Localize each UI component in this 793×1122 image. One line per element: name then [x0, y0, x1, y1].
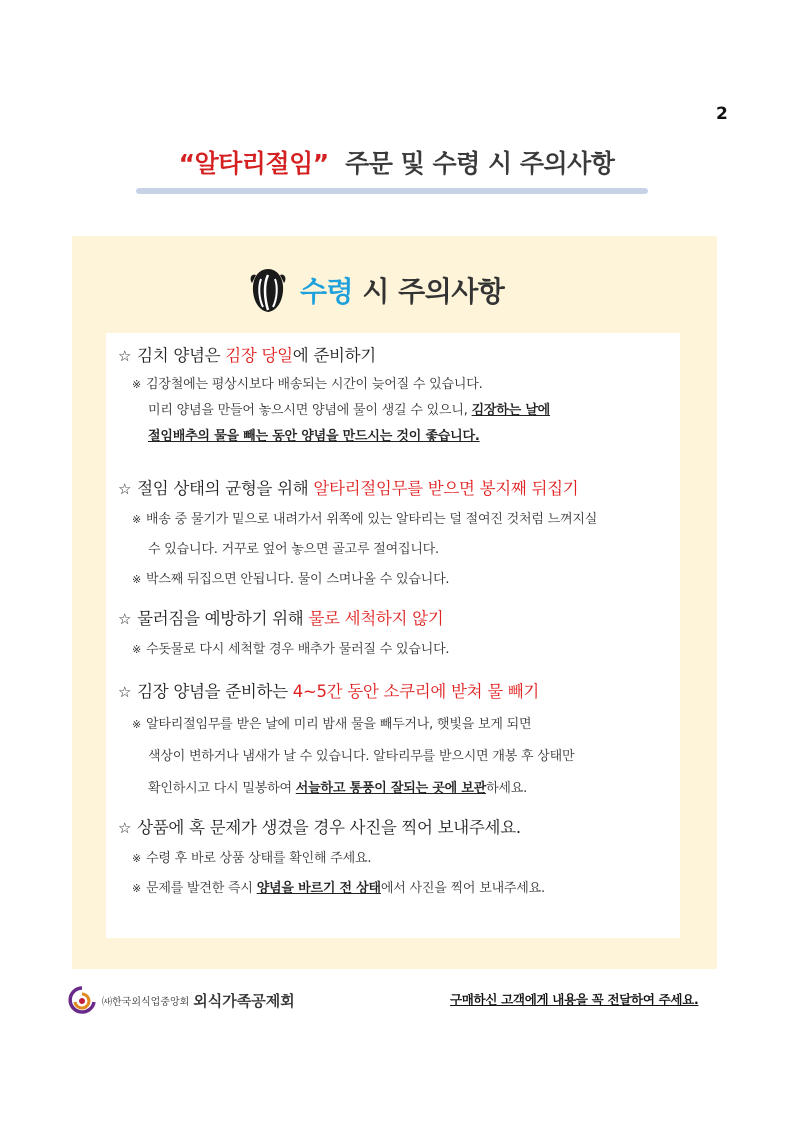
note-text: 박스째 뒤집으면 안됩니다. 물이 스며나올 수 있습니다.: [146, 572, 450, 587]
star-icon: ☆: [118, 610, 132, 628]
heading-text: 상품에 혹 문제가 생겼을 경우 사진을 찍어 보내주세요.: [137, 818, 521, 837]
item-heading: [118, 340, 698, 372]
reference-mark-icon: ※: [132, 882, 142, 895]
reference-mark-icon: ※: [132, 513, 142, 526]
note-line: [118, 505, 698, 535]
star-icon: ☆: [118, 347, 132, 365]
title-underline: [136, 188, 648, 194]
section-title-highlight: 수령: [300, 275, 354, 308]
star-icon: ☆: [118, 683, 132, 701]
note-emphasis: 양념을 바르기 전 상태: [256, 881, 381, 896]
note-line: [118, 565, 698, 595]
note-text: 배송 중 물기가 밑으로 내려가서 위쪽에 있는 알타리는 덜 절여진 것처럼 느껴지실: [146, 512, 598, 527]
note-text: 알타리절임무를 받은 날에 미리 밤새 물을 빼두거나, 햇빛을 보게 되면: [146, 717, 532, 732]
title-product-name: “알타리절임”: [178, 149, 329, 178]
item-heading: [118, 812, 698, 844]
note-line: [118, 635, 698, 665]
note-line: [118, 372, 698, 398]
note-text: 김장철에는 평상시보다 배송되는 시간이 늦어질 수 있습니다.: [146, 377, 483, 392]
organization-subtitle: ㈔한국외식업중앙회: [102, 996, 190, 1008]
item-heading: [118, 603, 698, 635]
heading-highlight: 김장 당일: [225, 346, 293, 365]
footer-logo: [66, 985, 295, 1015]
heading-highlight: 알타리절임무를 받으면 봉지째 뒤집기: [313, 479, 579, 498]
organization-name: 외식가족공제회: [193, 991, 295, 1010]
reference-mark-icon: ※: [132, 573, 142, 586]
note-emphasis: 서늘하고 통풍이 잘되는 곳에 보관: [295, 781, 487, 796]
heading-text: 절임 상태의 균형을 위해: [137, 479, 314, 498]
note-text: 미리 양념을 만들어 놓으시면 양념에 물이 생길 수 있으니,: [148, 403, 472, 418]
item-heading: [118, 473, 698, 505]
footer-note: 구매하신 고객에게 내용을 꼭 전달하여 주세요.: [450, 992, 699, 1007]
star-icon: ☆: [118, 480, 132, 498]
note-line: [118, 424, 698, 450]
notice-item-5: [118, 812, 698, 904]
note-line: [118, 874, 698, 904]
note-line: [118, 773, 698, 805]
reference-mark-icon: ※: [132, 852, 142, 865]
reference-mark-icon: ※: [132, 378, 142, 391]
heading-text: 김치 양념은: [137, 346, 226, 365]
note-text: 에서 사진을 찍어 보내주세요.: [380, 881, 545, 896]
notice-item-1: [118, 340, 698, 450]
reference-mark-icon: ※: [132, 718, 142, 731]
heading-text: 김장 양념을 준비하는: [137, 682, 293, 701]
organization-logo-icon: [66, 985, 98, 1015]
star-icon: ☆: [118, 819, 132, 837]
note-text: 수돗물로 다시 세척할 경우 배추가 물러질 수 있습니다.: [146, 642, 450, 657]
heading-text: 에 준비하기: [292, 346, 376, 365]
item-heading: [118, 675, 698, 709]
title-rest: 주문 및 수령 시 주의사항: [345, 149, 615, 178]
note-text: 문제를 발견한 즉시: [146, 881, 257, 896]
note-text: 수령 후 바로 상품 상태를 확인해 주세요.: [146, 851, 372, 866]
note-emphasis: 절임배추의 물을 빼는 동안 양념을 만드시는 것이 좋습니다.: [148, 429, 480, 444]
section-header: [248, 262, 504, 318]
note-emphasis: 김장하는 날에: [471, 403, 551, 418]
note-text: 수 있습니다. 거꾸로 엎어 놓으면 골고루 절여집니다.: [148, 542, 439, 557]
note-line: [118, 844, 698, 874]
heading-highlight: 물로 세척하지 않기: [308, 609, 444, 628]
note-line: [118, 398, 698, 424]
note-text: 확인하시고 다시 밀봉하여: [148, 781, 296, 796]
notice-item-4: [118, 675, 698, 805]
notice-item-3: [118, 603, 698, 665]
page-title: [0, 144, 793, 180]
reference-mark-icon: ※: [132, 643, 142, 656]
note-text: 하세요.: [486, 781, 528, 796]
note-line: [118, 741, 698, 773]
heading-highlight: 4~5간 동안 소쿠리에 받쳐 물 빼기: [292, 682, 540, 701]
cabbage-icon: [248, 265, 288, 315]
note-line: [118, 535, 698, 565]
page-number: 2: [716, 104, 728, 124]
heading-text: 물러짐을 예방하기 위해: [137, 609, 309, 628]
note-line: [118, 709, 698, 741]
section-title: [300, 270, 504, 310]
section-title-rest: 시 주의사항: [362, 275, 505, 308]
note-text: 색상이 변하거나 냄새가 날 수 있습니다. 알타리무를 받으시면 개봉 후 상태만: [148, 749, 575, 764]
notice-item-2: [118, 473, 698, 595]
